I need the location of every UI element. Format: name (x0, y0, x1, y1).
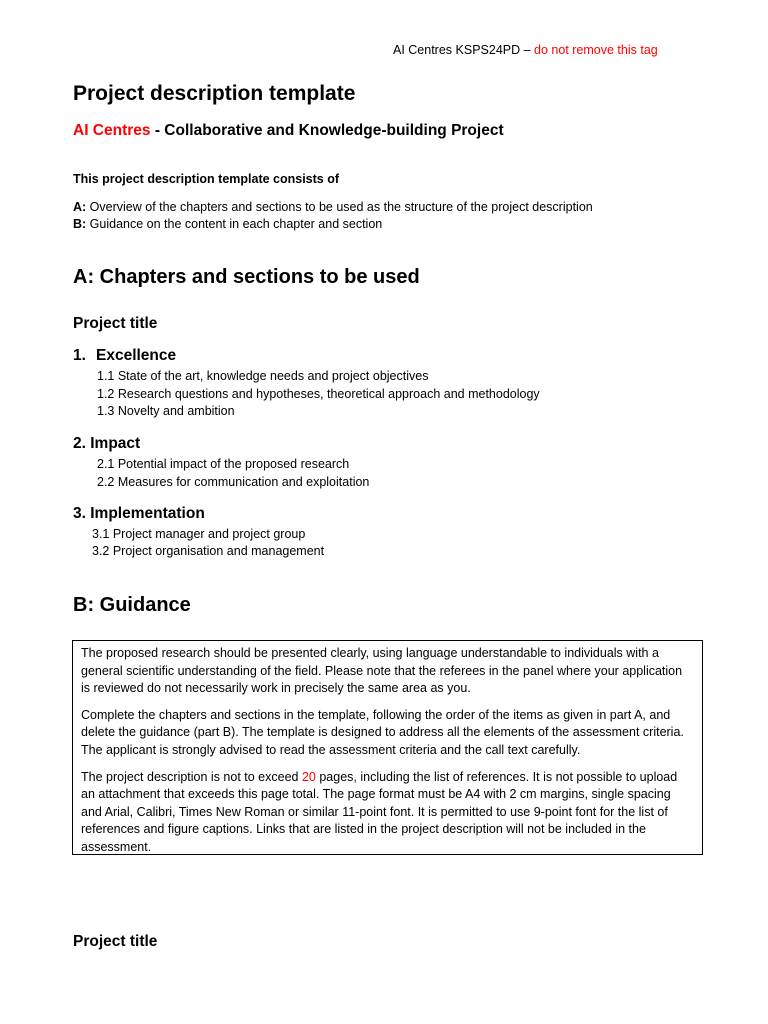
document-tag (393, 43, 658, 57)
intro-part-b (73, 217, 382, 231)
document-tag-warning: do not remove this tag (534, 43, 658, 57)
subtitle-rest: - Collaborative and Knowledge-building Project (150, 122, 504, 139)
page-subtitle (73, 122, 504, 140)
intro-part-a (73, 200, 593, 214)
guidance-paragraph-3-end: pages, including the list of references. It is not possible to upload an attachment that exceeds this page total. The page format must be A4 with 2 cm margins, single spacing and Arial, Calibri, Times New Roman or similar 11-point font. It is permitted to use 9-point font for the list of references and figure captions. Links that are listed in the project description will not be included in the assessment. (81, 769, 678, 854)
chapter-title: Impact (90, 435, 141, 452)
guidance-paragraph-1: The proposed research should be presented clearly, using language understandable to individuals with a general scientific understanding of the field. Please note that the referees in the panel where your application is reviewed do not necessarily work in precisely the same area as you. (81, 646, 683, 696)
chapter-title: Implementation (90, 505, 205, 522)
chapter-number: 1. (73, 347, 86, 364)
chapter-implementation (73, 505, 205, 523)
chapter-title: Excellence (96, 347, 177, 364)
guidance-box (72, 640, 703, 855)
chapter-impact (73, 435, 140, 453)
section-item-2-2: 2.2 Measures for communication and exploitation (97, 475, 370, 489)
section-a-heading: A: Chapters and sections to be used (73, 266, 420, 288)
section-item-1-3: 1.3 Novelty and ambition (97, 404, 235, 418)
intro-part-a-label: A: (73, 200, 87, 214)
page-title: Project description template (73, 82, 356, 105)
intro-part-b-label: B: (73, 217, 87, 231)
document-tag-prefix: AI Centres KSPS24PD – (393, 43, 535, 57)
section-b-heading: B: Guidance (73, 594, 191, 616)
section-item-3-2: 3.2 Project organisation and management (92, 544, 325, 558)
section-item-2-1: 2.1 Potential impact of the proposed research (97, 457, 350, 471)
chapter-number: 2. (73, 435, 86, 452)
chapter-excellence (73, 347, 176, 365)
guidance-paragraph-2: Complete the chapters and sections in the template, following the order of the items as given in part A, and delete the guidance (part B). The template is designed to address all the elements of the assessment criteria. The applicant is strongly advised to read the assessment criteria and the call text carefully. (81, 707, 684, 757)
subtitle-highlight: AI Centres (73, 122, 151, 139)
guidance-paragraph-3 (81, 769, 694, 855)
project-title-heading: Project title (73, 315, 158, 332)
chapter-number: 3. (73, 505, 86, 522)
guidance-paragraph-3-start: The project description is not to exceed (81, 769, 302, 784)
footer-project-title: Project title (73, 933, 158, 950)
section-item-1-1: 1.1 State of the art, knowledge needs and project objectives (97, 369, 429, 383)
page-limit-highlight: 20 (301, 769, 316, 784)
intro-part-b-text: Guidance on the content in each chapter and section (86, 217, 383, 231)
section-item-1-2: 1.2 Research questions and hypotheses, theoretical approach and methodology (97, 387, 540, 401)
section-item-3-1: 3.1 Project manager and project group (92, 527, 306, 541)
intro-part-a-text: Overview of the chapters and sections to be used as the structure of the project description (86, 200, 593, 214)
intro-heading: This project description template consists of (73, 172, 340, 186)
